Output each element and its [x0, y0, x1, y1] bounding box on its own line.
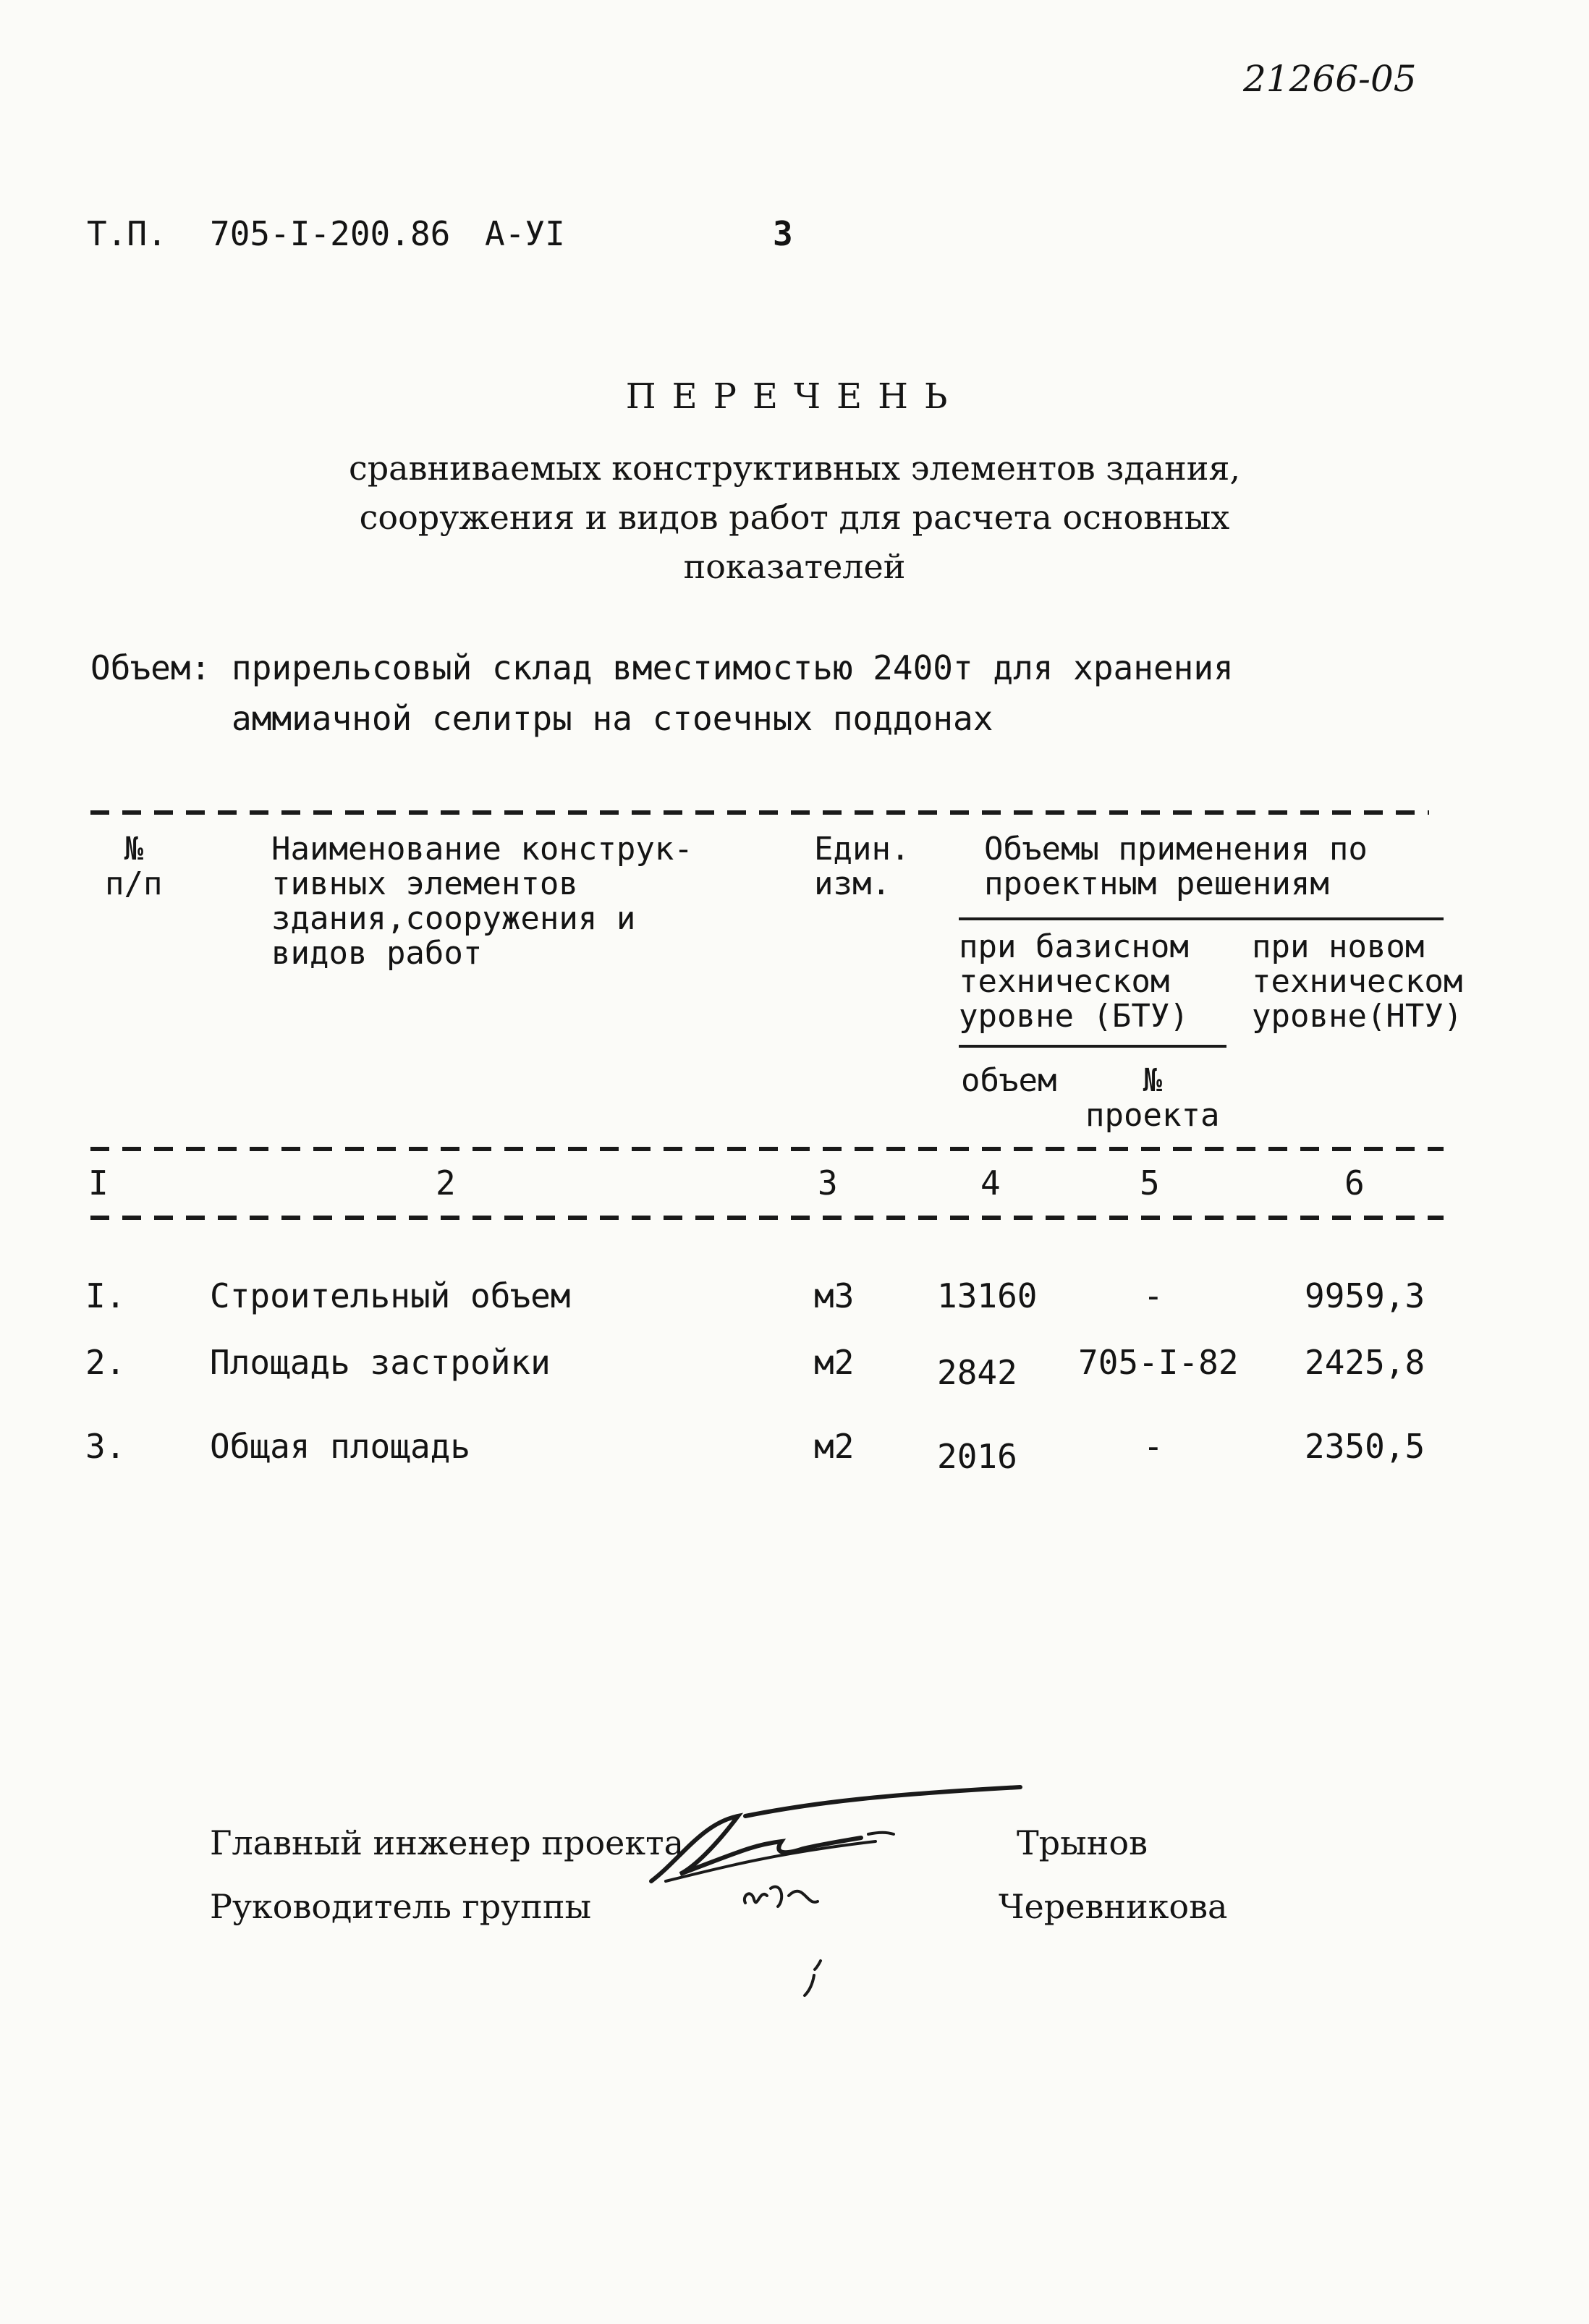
row-3-btu-volume: 2016 [937, 1437, 1017, 1476]
subtitle-line-2: сооружения и видов работ для расчета основных [359, 498, 1230, 537]
row-1-no: I. [85, 1276, 126, 1315]
header-volumes-rule [959, 917, 1444, 920]
header-no: № п/п [105, 831, 163, 902]
header-btu: при базисном техническом уровне (БТУ) [959, 928, 1189, 1035]
row-1-btu-project: - [1143, 1276, 1164, 1315]
row-2-name: Площадь застройки [210, 1343, 551, 1382]
object-line-2: аммиачной селитры на стоечных поддонах [232, 699, 993, 738]
row-3-no: 3. [85, 1427, 126, 1466]
column-number-4: 4 [980, 1163, 1001, 1203]
row-1-btu-volume: 13160 [937, 1276, 1038, 1315]
object-label: Объем: [90, 648, 211, 687]
document-number: 21266-05 [1243, 58, 1417, 100]
handwritten-signature [637, 1780, 1042, 2011]
group-leader-name: Черевникова [999, 1887, 1228, 1926]
column-number-2: 2 [436, 1163, 456, 1203]
column-numbers-rule [90, 1216, 1444, 1220]
table-top-rule [90, 810, 1429, 815]
chief-engineer-role: Главный инженер проекта [210, 1823, 685, 1862]
chief-engineer-name: Трынов [1017, 1823, 1148, 1862]
header-name: Наименование конструк- тивных элементов здания,сооружения и видов работ [271, 831, 693, 972]
row-2-ntu: 2425,8 [1305, 1343, 1425, 1382]
header-ntu: при новом техническом уровне(НТУ) [1252, 928, 1463, 1035]
object-line-1: прирельсовый склад вместимостью 2400т для хранения [232, 648, 1234, 687]
row-2-btu-project: 705-I-82 [1078, 1343, 1239, 1382]
row-1-name: Строительный объем [210, 1276, 571, 1315]
header-volumes: Объемы применения по проектным решениям [984, 831, 1368, 902]
page-number: 3 [773, 214, 793, 253]
row-1-unit: м3 [814, 1276, 855, 1315]
column-number-5: 5 [1140, 1163, 1160, 1203]
row-3-ntu: 2350,5 [1305, 1427, 1425, 1466]
row-1-ntu: 9959,3 [1305, 1276, 1425, 1315]
row-3-unit: м2 [814, 1427, 855, 1466]
project-code: 705-I-200.86 [210, 214, 451, 253]
header-bottom-rule [90, 1147, 1444, 1151]
row-3-name: Общая площадь [210, 1427, 471, 1466]
group-leader-role: Руководитель группы [210, 1887, 592, 1926]
row-2-btu-volume: 2842 [937, 1353, 1017, 1392]
row-2-unit: м2 [814, 1343, 855, 1382]
header-project-no: № проекта [1085, 1062, 1220, 1134]
header-btu-rule [959, 1045, 1226, 1048]
album-code: А-УI [485, 214, 565, 253]
header-volume: объем [961, 1062, 1057, 1099]
header-unit: Един. изм. [814, 831, 910, 902]
column-number-1: I [88, 1163, 109, 1203]
column-number-3: 3 [818, 1163, 838, 1203]
subtitle-line-3: показателей [683, 547, 906, 586]
page-title: ПЕРЕЧЕНЬ [625, 376, 964, 417]
row-2-no: 2. [85, 1343, 126, 1382]
subtitle-line-1: сравниваемых конструктивных элементов здания, [348, 449, 1241, 488]
tp-label: Т.П. [87, 214, 167, 253]
row-3-btu-project: - [1143, 1427, 1164, 1466]
column-number-6: 6 [1344, 1163, 1365, 1203]
